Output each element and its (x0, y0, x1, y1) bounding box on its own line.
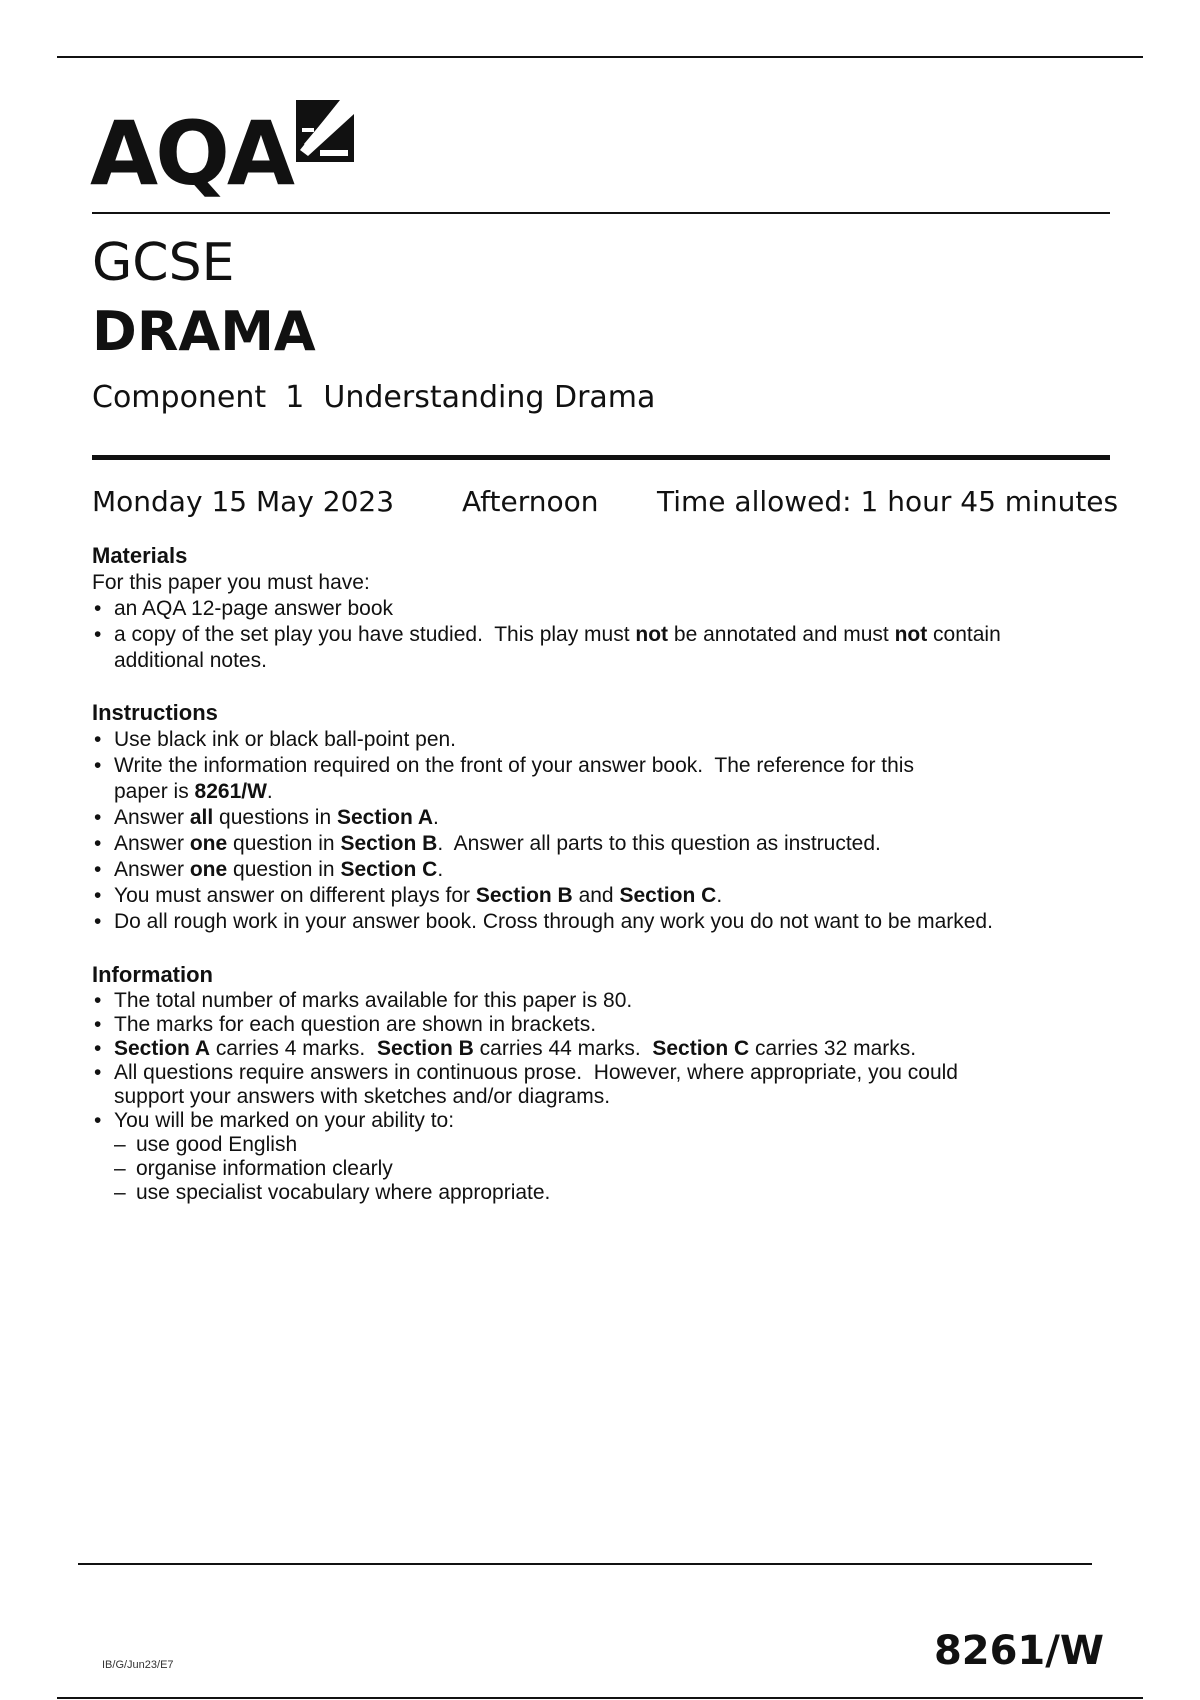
list-item: • Do all rough work in your answer book. Cross through any work you do not want to be marked. (92, 909, 1102, 935)
heavy-rule (92, 455, 1110, 460)
aqa-logo-text: AQA (90, 102, 293, 205)
list-item: • You must answer on different plays for Section B and Section C. (92, 883, 1102, 909)
list-subitem: – organise information clearly (92, 1157, 1102, 1181)
list-item: • Section A carries 4 marks. Section B carries 44 marks. Section C carries 32 marks. (92, 1037, 1102, 1061)
list-item: • an AQA 12-page answer book (92, 596, 1102, 622)
paper-code: IB/G/Jun23/E7 (102, 1659, 174, 1671)
materials-section (92, 542, 1102, 674)
paper-reference: 8261/W (933, 1628, 1104, 1674)
list-subitem: – use specialist vocabulary where appropriate. (92, 1181, 1102, 1205)
list-item: • Use black ink or black ball-point pen. (92, 727, 1102, 753)
time-allowed: Time allowed: 1 hour 45 minutes (657, 485, 1119, 518)
qualification-title: GCSE (92, 233, 235, 293)
instructions-heading: Instructions (92, 700, 218, 725)
materials-list (92, 596, 1102, 674)
materials-intro: For this paper you must have: (92, 571, 370, 594)
list-item: • Answer one question in Section C. (92, 857, 1102, 883)
list-item: • The total number of marks available for this paper is 80. (92, 989, 1102, 1013)
footer-rule (78, 1563, 1092, 1565)
information-list (92, 989, 1102, 1205)
bottom-rule (57, 1697, 1143, 1699)
list-subitem: – use good English (92, 1133, 1102, 1157)
exam-session: Afternoon (462, 485, 599, 518)
list-item: • Answer all questions in Section A. (92, 805, 1102, 831)
information-heading: Information (92, 962, 213, 987)
list-item: • All questions require answers in continuous prose. However, where appropriate, you could support your answers with sketches and/or diagrams. (92, 1061, 1102, 1109)
list-item: • Write the information required on the front of your answer book. The reference for this paper is 8261/W. (92, 753, 1102, 805)
materials-heading: Materials (92, 543, 188, 568)
list-item: • Answer one question in Section B. Answer all parts to this question as instructed. (92, 831, 1102, 857)
logo-rule (92, 212, 1110, 214)
exam-date: Monday 15 May 2023 (92, 485, 395, 518)
instructions-list (92, 727, 1102, 935)
aqa-logo-mark-icon (296, 100, 354, 170)
instructions-section (92, 699, 1102, 935)
subject-title: DRAMA (92, 300, 316, 363)
list-item: • a copy of the set play you have studied. This play must not be annotated and must not contain additional notes. (92, 622, 1102, 674)
information-section (92, 961, 1102, 1205)
top-rule (57, 56, 1143, 58)
list-item: • The marks for each question are shown in brackets. (92, 1013, 1102, 1037)
list-item: • You will be marked on your ability to: (92, 1109, 1102, 1133)
component-title: Component 1 Understanding Drama (92, 380, 656, 415)
